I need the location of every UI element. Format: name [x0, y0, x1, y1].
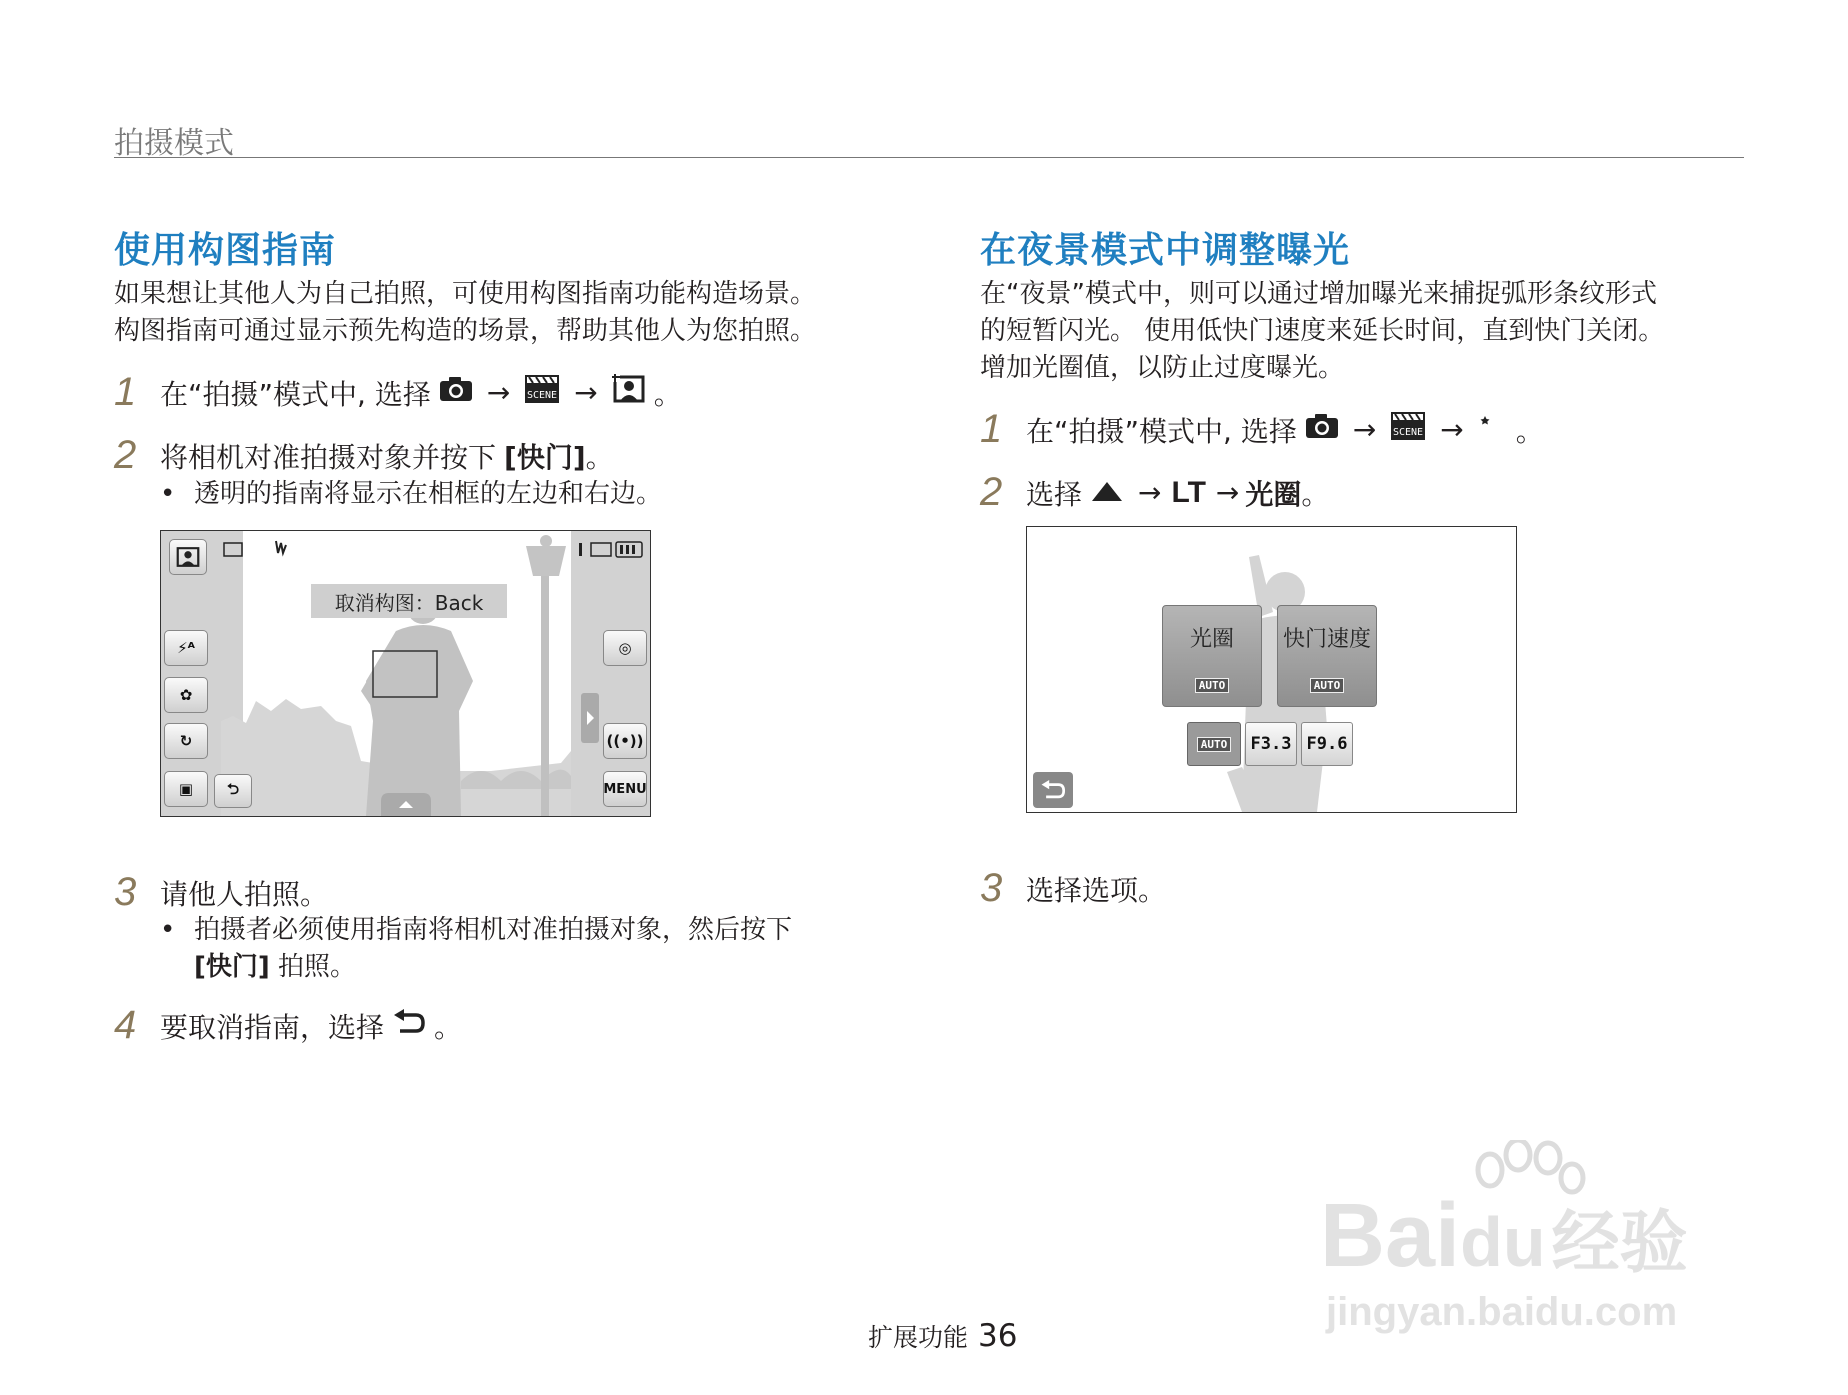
left-intro — [114, 276, 816, 350]
step-text: 选择选项。 — [1026, 873, 1167, 907]
up-triangle-icon — [1090, 476, 1124, 509]
arrow: → — [1215, 476, 1240, 509]
right-intro-line-3: 增加光圈值，以防止过度曝光。 — [980, 353, 1345, 383]
right-step-1 — [980, 407, 1544, 452]
step-text: 选择 — [1026, 477, 1083, 511]
left-intro-line-2: 构图指南可通过显示预先构造的场景，帮助其他人为您拍照。 — [114, 316, 817, 346]
svg-text:SCENE: SCENE — [1393, 427, 1424, 438]
shutter-speed-label: 快门速度 — [1282, 627, 1371, 652]
right-intro — [980, 276, 1664, 387]
shutter-speed-option[interactable] — [1277, 605, 1377, 707]
scene-icon — [1390, 411, 1426, 448]
scene-icon — [524, 374, 560, 411]
right-step-3 — [980, 866, 1166, 911]
left-step-1 — [114, 370, 682, 415]
aperture-auto-option[interactable] — [1187, 722, 1241, 766]
watermark-url: jingyan.baidu.com — [1326, 1290, 1678, 1334]
step-number: 4 — [114, 1003, 137, 1047]
auto-tag: AUTO — [1310, 678, 1345, 693]
watermark-cn: 经验 — [1551, 1205, 1688, 1281]
flash-icon: ⚡ᴬ — [177, 639, 195, 657]
arrow: → — [1138, 476, 1162, 509]
svg-text:SCENE: SCENE — [527, 390, 558, 401]
bullet-text-cont: 拍照。 — [278, 952, 357, 982]
right-intro-line-1: 在“夜景”模式中，则可以通过增加曝光来捕捉弧形条纹形式 — [980, 279, 1657, 309]
baidu-watermark — [1320, 1140, 1760, 1340]
right-intro-line-2: 的短暂闪光。 使用低快门速度来延长时间，直到快门关闭。 — [980, 316, 1665, 346]
aperture-option[interactable] — [1162, 605, 1262, 707]
auto-tag: AUTO — [1195, 678, 1230, 693]
long-time-icon: LT — [1171, 475, 1206, 509]
step-text: 在“拍摄”模式中, 选择 — [160, 377, 431, 411]
camera-icon — [439, 376, 473, 409]
left-step-3 — [114, 870, 328, 915]
aperture-label: 光圈 — [1189, 627, 1234, 652]
back-icon — [392, 1009, 426, 1042]
back-icon: ⮌ — [226, 779, 239, 798]
timer-button[interactable] — [164, 723, 208, 759]
watermark-bai: Bai — [1320, 1186, 1461, 1286]
step-number: 3 — [980, 866, 1003, 910]
back-button[interactable] — [1033, 772, 1073, 808]
page-header-section: 拍摄模式 — [114, 126, 234, 161]
smart-button[interactable] — [603, 630, 647, 666]
step-number: 1 — [114, 370, 137, 414]
cancel-guide-label[interactable]: 取消构图：Back — [311, 584, 507, 618]
wireless-icon: ((•)) — [606, 732, 644, 750]
aperture-f96-option[interactable]: F9.6 — [1301, 722, 1353, 766]
left-intro-line-1: 如果想让其他人为自己拍照，可使用构图指南功能构造场景。 — [114, 279, 817, 309]
left-section-title: 使用构图指南 — [114, 230, 337, 271]
step-text: 要取消指南，选择 — [160, 1010, 385, 1044]
long-time-background — [1027, 527, 1516, 812]
arrow: → — [486, 376, 511, 409]
timer-off-icon: ↻ — [179, 732, 193, 750]
watermark-brand — [1320, 1185, 1688, 1288]
bullet-text: 拍摄者必须使用指南将相机对准拍摄对象，然后按下 — [194, 915, 793, 945]
left-step-2 — [114, 433, 614, 478]
back-button[interactable] — [214, 774, 252, 808]
camera-screen-long-time — [1026, 526, 1517, 813]
frame-guide-icon — [612, 374, 646, 411]
back-icon — [1040, 780, 1066, 800]
menu-button[interactable]: MENU — [603, 771, 647, 807]
footer-label: 扩展功能 — [868, 1323, 969, 1352]
bullet-text: 透明的指南将显示在相框的左边和右边。 — [194, 479, 663, 509]
smart-icon: ◎ — [618, 639, 632, 657]
step-end: 。 — [653, 377, 682, 411]
macro-button[interactable] — [164, 677, 208, 713]
step-text: 请他人拍照。 — [160, 877, 329, 911]
shutter-key: [快门] — [194, 952, 270, 982]
right-section-title: 在夜景模式中调整曝光 — [980, 230, 1351, 271]
step-end: 。 — [434, 1010, 463, 1044]
auto-tag: AUTO — [1197, 737, 1232, 752]
display-icon: ▣ — [178, 780, 194, 798]
step-number: 3 — [114, 870, 137, 914]
night-mode-icon — [1478, 412, 1508, 447]
left-step-3-bullet — [160, 912, 792, 986]
step-end: 。 — [1515, 414, 1544, 448]
aperture-target: 光圈 — [1245, 477, 1302, 511]
bullet-dot: • — [160, 915, 176, 945]
camera-icon — [1305, 413, 1339, 446]
step-number: 2 — [114, 433, 137, 477]
left-step-2-bullet — [160, 476, 662, 513]
page-number: 36 — [978, 1318, 1018, 1354]
camera-screen-frame-guide — [160, 530, 651, 817]
step-end: 。 — [585, 440, 614, 474]
right-step-2 — [980, 470, 1329, 515]
bullet-dot: • — [160, 479, 176, 509]
display-button[interactable] — [164, 771, 208, 807]
watermark-du: du — [1460, 1203, 1546, 1281]
flash-button[interactable] — [164, 630, 208, 666]
header-rule — [114, 157, 1744, 158]
left-step-4 — [114, 1003, 462, 1048]
arrow: → — [1352, 413, 1377, 446]
step-number: 2 — [980, 470, 1003, 514]
shutter-key: [快门] — [504, 440, 586, 474]
arrow: → — [574, 376, 598, 409]
aperture-f33-option[interactable]: F3.3 — [1245, 722, 1297, 766]
wireless-button[interactable] — [603, 723, 647, 759]
step-end: 。 — [1301, 477, 1330, 511]
step-text: 将相机对准拍摄对象并按下 — [160, 440, 497, 474]
macro-icon: ✿ — [179, 686, 193, 704]
step-text: 在“拍摄”模式中, 选择 — [1026, 414, 1297, 448]
arrow: → — [1440, 413, 1464, 446]
frame-guide-icon — [175, 546, 201, 568]
frame-guide-mode-button[interactable] — [169, 539, 207, 575]
step-number: 1 — [980, 407, 1003, 451]
page-footer — [868, 1318, 1017, 1354]
